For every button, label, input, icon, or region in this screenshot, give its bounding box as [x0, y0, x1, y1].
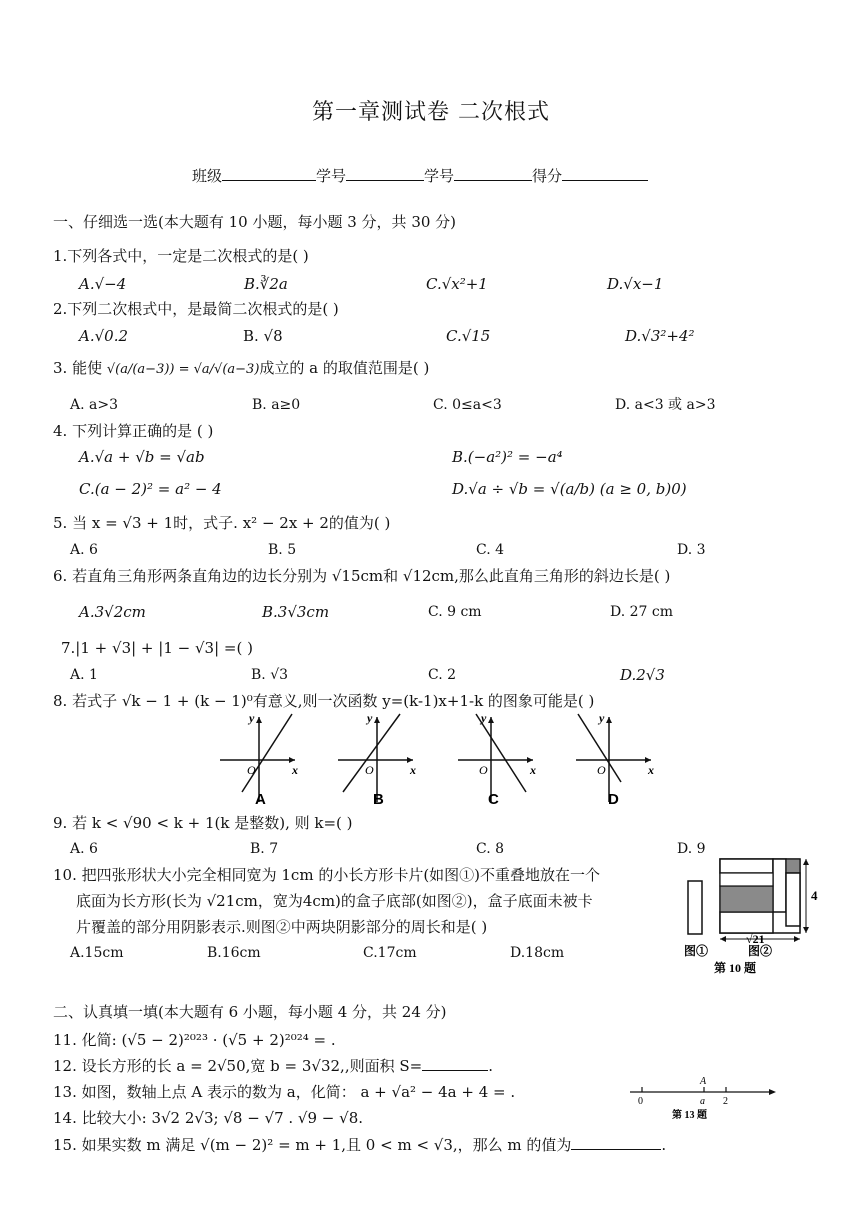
q8-c-origin: O [479, 763, 488, 777]
q10-figure [680, 855, 840, 975]
q13: 13. 如图，数轴上点 A 表示的数为 a，化简： a + √a² − 4a + 4 = . [53, 1083, 516, 1101]
q5-stem: 5. 当 x = √3 + 1时，式子. x² − 2x + 2的值为( ) [53, 514, 391, 532]
q8-graph-c[interactable] [458, 712, 536, 807]
section2-heading: 二、认真填一填(本大题有 6 小题，每小题 4 分，共 24 分) [53, 1003, 447, 1021]
q9-stem: 9. 若 k < √90 < k + 1(k 是整数), 则 k=( ) [53, 814, 353, 832]
q3-stem [53, 358, 429, 380]
q5-option-a[interactable]: A. 6 [70, 542, 98, 558]
q8-b-origin: O [365, 763, 374, 777]
student-info-line [192, 166, 648, 186]
q10-fig-caption: 第 10 题 [714, 961, 757, 975]
q7-option-d[interactable]: D.2√3 [620, 666, 665, 684]
q3-option-a[interactable]: A. a>3 [70, 397, 118, 413]
q8-a-axis-y: y [249, 712, 255, 725]
student-no-field-1[interactable] [346, 166, 424, 181]
q7-option-b[interactable]: B. √3 [251, 667, 289, 683]
q3-option-b[interactable]: B. a≥0 [252, 397, 301, 413]
q12 [53, 1056, 493, 1076]
q15-text: 15. 如果实数 m 满足 √(m − 2)² = m + 1,且 0 < m < √3,，那么 m 的值为 [53, 1136, 572, 1154]
q9-option-c[interactable]: C. 8 [476, 841, 505, 857]
q8-c-axis-x: x [530, 763, 536, 777]
q2-option-d[interactable]: D.√3²+4² [625, 327, 695, 345]
q4-option-a[interactable]: A.√a + √b = √ab [79, 448, 205, 466]
q14: 14. 比较大小: 3√2 2√3; √8 − √7 . √9 − √8. [53, 1109, 364, 1127]
q12-answer-field[interactable] [422, 1056, 488, 1071]
score-label: 得分 [532, 167, 563, 185]
q3-formula: √(a/(a−3)) = √a/√(a−3) [106, 362, 260, 377]
q8-a-label: A [255, 791, 266, 807]
q15-end: . [661, 1136, 667, 1154]
q10-option-d[interactable]: D.18cm [510, 945, 565, 961]
q12-end: . [488, 1057, 493, 1075]
q6-option-d[interactable]: D. 27 cm [610, 604, 674, 620]
q8-d-axis-y: y [599, 712, 605, 725]
student-no-label-1: 学号 [316, 167, 347, 185]
q2-option-a[interactable]: A.√0.2 [79, 327, 129, 345]
q9-option-d[interactable]: D. 9 [677, 841, 706, 857]
q2-option-c[interactable]: C.√15 [446, 327, 491, 345]
q13-label-2: 2 [723, 1096, 728, 1107]
q10-option-b[interactable]: B.16cm [207, 945, 261, 961]
q1-option-d[interactable]: D.√x−1 [607, 275, 664, 293]
q4-option-b[interactable]: B.(−a²)² = −a⁴ [452, 448, 563, 466]
q7-option-a[interactable]: A. 1 [70, 667, 98, 683]
q4-stem: 4. 下列计算正确的是 ( ) [53, 422, 214, 440]
q13-caption: 第 13 题 [672, 1110, 707, 1121]
q7-stem: 7.|1 + √3| + |1 − √3| =( ) [61, 639, 253, 657]
q8-a-origin: O [247, 763, 256, 777]
q13-number-line [628, 1072, 778, 1122]
q10-line3: 片覆盖的部分用阴影表示.则图②中两块阴影部分的周长和是( ) [76, 918, 488, 936]
q12-text: 12. 设长方形的长 a = 2√50,宽 b = 3√32,,则面积 S= [53, 1057, 423, 1075]
q3-option-c[interactable]: C. 0≤a<3 [433, 397, 502, 413]
q8-c-axis-y: y [481, 712, 487, 725]
q7-option-c[interactable]: C. 2 [428, 667, 457, 683]
q10-option-c[interactable]: C.17cm [363, 945, 417, 961]
q13-label-0: 0 [638, 1096, 643, 1107]
q2-stem: 2.下列二次根式中，是最简二次根式的是( ) [53, 300, 339, 318]
q15 [53, 1135, 666, 1155]
q3-prefix: 3. 能使 [53, 359, 103, 377]
q1-option-a[interactable]: A.√−4 [79, 275, 127, 293]
q10-option-a[interactable]: A.15cm [70, 945, 124, 961]
q8-a-axis-x: x [292, 763, 298, 777]
q13-label-a: a [700, 1096, 705, 1107]
q9-option-b[interactable]: B. 7 [250, 841, 279, 857]
q15-answer-field[interactable] [571, 1135, 661, 1150]
class-field[interactable] [222, 166, 316, 181]
page-title: 第一章测试卷 二次根式 [312, 100, 550, 125]
q10-card-figure [688, 881, 702, 934]
q10-line2: 底面为长方形(长为 √21cm，宽为4cm)的盒子底部(如图②)，盒子底面未被卡 [76, 892, 593, 910]
q10-dim-height: 4 [811, 888, 818, 903]
q9-option-a[interactable]: A. 6 [70, 841, 98, 857]
student-no-label-2: 学号 [424, 167, 455, 185]
q5-option-d[interactable]: D. 3 [677, 542, 706, 558]
q8-d-label: D [608, 791, 619, 807]
q10-dim-width: √21 [746, 932, 765, 946]
q6-option-c[interactable]: C. 9 cm [428, 604, 482, 620]
score-field[interactable] [562, 166, 648, 181]
q8-b-axis-x: x [410, 763, 416, 777]
q8-graph-a[interactable] [220, 712, 298, 807]
q4-option-c[interactable]: C.(a − 2)² = a² − 4 [79, 480, 222, 498]
q10-fig2-label: 图② [748, 944, 773, 958]
class-label: 班级 [192, 167, 223, 185]
q1-option-b[interactable]: B.∛2a [244, 275, 288, 293]
q8-stem: 8. 若式子 √k − 1 + (k − 1)⁰有意义,则一次函数 y=(k-1)x+1-k 的图象可能是( ) [53, 692, 595, 710]
q5-option-c[interactable]: C. 4 [476, 542, 505, 558]
q6-option-b[interactable]: B.3√3cm [262, 603, 330, 621]
q11: 11. 化简: (√5 − 2)²⁰²³ · (√5 + 2)²⁰²⁴ = . [53, 1031, 336, 1049]
q6-stem: 6. 若直角三角形两条直角边的边长分别为 √15cm和 √12cm,那么此直角三角形的斜边长是( ) [53, 567, 671, 585]
q3-suffix: 成立的 a 的取值范围是( ) [259, 359, 430, 377]
q10-line1: 10. 把四张形状大小完全相同宽为 1cm 的小长方形卡片(如图①)不重叠地放在一个 [53, 866, 601, 884]
q8-d-origin: O [597, 763, 606, 777]
q8-b-label: B [373, 791, 384, 807]
section1-heading: 一、仔细选一选(本大题有 10 小题，每小题 3 分，共 30 分) [53, 213, 457, 231]
q4-option-d[interactable]: D.√a ÷ √b = √(a/b) (a ≥ 0, b)0) [452, 480, 687, 498]
q8-d-axis-x: x [648, 763, 654, 777]
q8-graph-d[interactable] [576, 712, 654, 807]
q1-option-c[interactable]: C.√x²+1 [426, 275, 488, 293]
q8-graphs [220, 712, 660, 807]
student-no-field-2[interactable] [454, 166, 532, 181]
q8-graph-b[interactable] [338, 712, 416, 807]
q13-label-a-point: A [700, 1076, 707, 1087]
q8-b-axis-y: y [367, 712, 373, 725]
q10-fig1-label: 图① [684, 944, 709, 958]
q6-option-a[interactable]: A.3√2cm [79, 603, 146, 621]
q1-stem: 1.下列各式中，一定是二次根式的是( ) [53, 247, 309, 265]
q5-option-b[interactable]: B. 5 [268, 542, 297, 558]
q8-c-label: C [488, 791, 499, 807]
q2-option-b[interactable]: B. √8 [243, 327, 283, 345]
q3-option-d[interactable]: D. a<3 或 a>3 [615, 397, 716, 413]
